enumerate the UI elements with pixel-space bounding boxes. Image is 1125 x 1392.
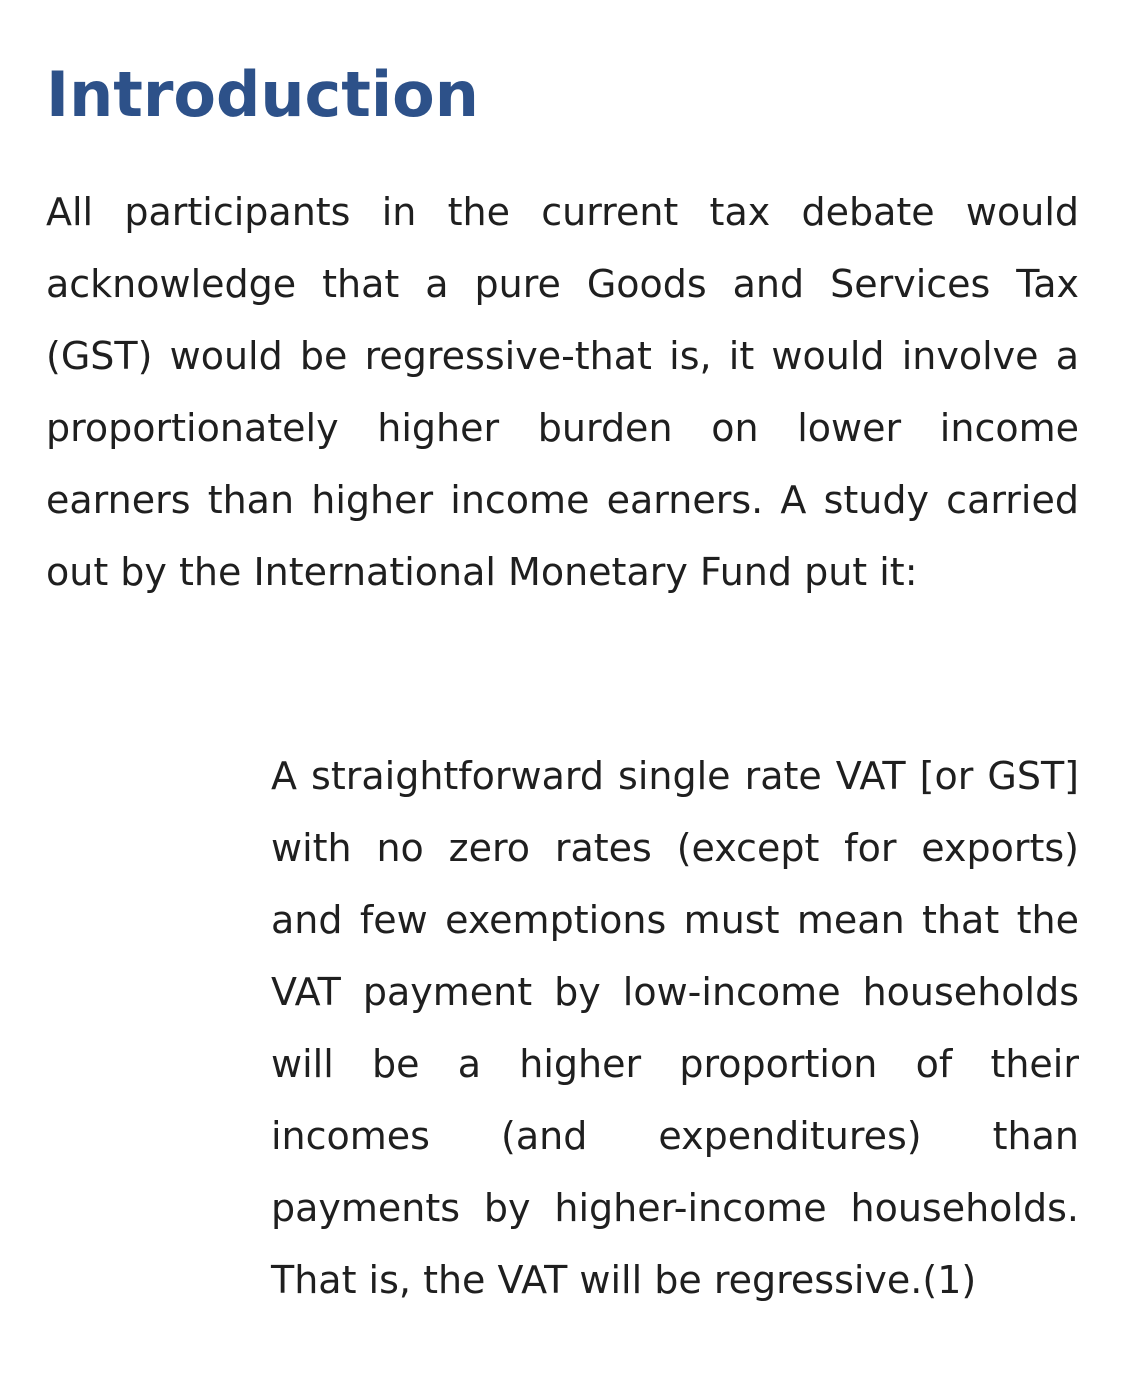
section-title: Introduction: [46, 58, 479, 131]
imf-blockquote: A straightforward single rate VAT [or GST] with no zero rates (except for exports) and few exemptions must mean that the VAT payment by low-income households will be a higher proportion of their incomes (and expenditures) than payments by higher-income households. That is, the VAT will be regressive.(1): [271, 754, 1079, 1302]
intro-paragraph: All participants in the current tax debate would acknowledge that a pure Goods and Services Tax (GST) would be regressive-that is, it would involve a proportionately higher burden on lower income earners than higher income earners. A study carried out by the International Monetary Fund put it:: [46, 190, 1079, 594]
